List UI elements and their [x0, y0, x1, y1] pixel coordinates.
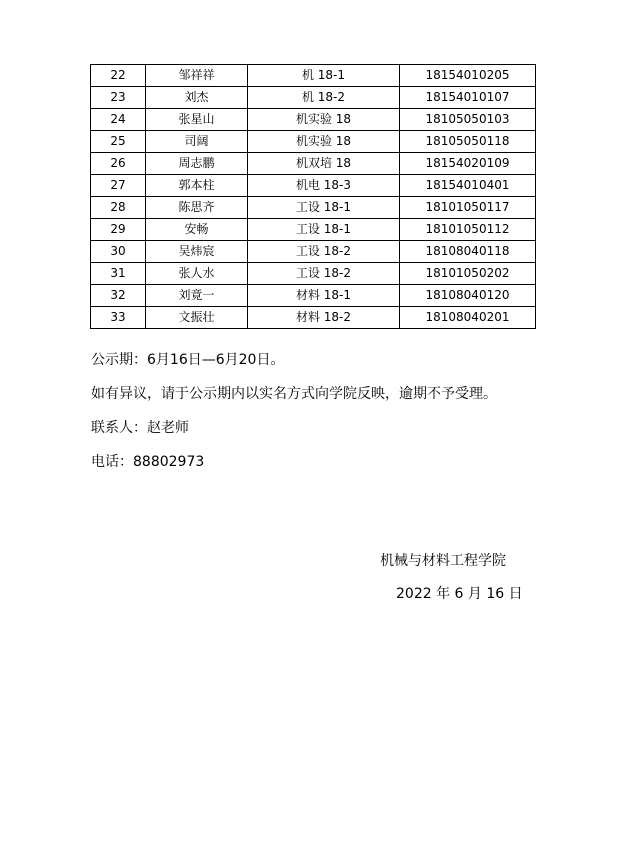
table-row: [91, 219, 536, 241]
notice-period: 公示期：6月16日—6月20日。: [91, 352, 285, 368]
row-number-cell: 22: [91, 65, 146, 87]
table-row: [91, 87, 536, 109]
student-name-cell: 陈思齐: [146, 197, 248, 219]
row-number-cell: 27: [91, 175, 146, 197]
student-id-cell: 18105050103: [400, 109, 536, 131]
student-name-cell: 安畅: [146, 219, 248, 241]
class-cell: 机双培 18: [248, 153, 400, 175]
student-roster-table: [90, 64, 536, 329]
row-number-cell: 24: [91, 109, 146, 131]
student-id-cell: 18101050112: [400, 219, 536, 241]
row-number-cell: 25: [91, 131, 146, 153]
row-number-cell: 29: [91, 219, 146, 241]
table-row: [91, 285, 536, 307]
row-number-cell: 33: [91, 307, 146, 329]
class-cell: 机电 18-3: [248, 175, 400, 197]
class-cell: 工设 18-2: [248, 263, 400, 285]
student-id-cell: 18101050117: [400, 197, 536, 219]
student-name-cell: 周志鹏: [146, 153, 248, 175]
row-number-cell: 30: [91, 241, 146, 263]
table-row: [91, 263, 536, 285]
class-cell: 工设 18-1: [248, 197, 400, 219]
table-row: [91, 241, 536, 263]
student-id-cell: 18108040201: [400, 307, 536, 329]
student-id-cell: 18105050118: [400, 131, 536, 153]
row-number-cell: 32: [91, 285, 146, 307]
objection-notice: 如有异议，请于公示期内以实名方式向学院反映，逾期不予受理。: [91, 386, 497, 402]
class-cell: 工设 18-1: [248, 219, 400, 241]
student-id-cell: 18101050202: [400, 263, 536, 285]
student-name-cell: 郭本柱: [146, 175, 248, 197]
student-name-cell: 刘竟一: [146, 285, 248, 307]
table-row: [91, 109, 536, 131]
class-cell: 材料 18-2: [248, 307, 400, 329]
class-cell: 工设 18-2: [248, 241, 400, 263]
signature-date: 2022 年 6 月 16 日: [396, 586, 523, 602]
student-id-cell: 18154020109: [400, 153, 536, 175]
student-name-cell: 刘杰: [146, 87, 248, 109]
student-name-cell: 邹祥祥: [146, 65, 248, 87]
class-cell: 材料 18-1: [248, 285, 400, 307]
student-name-cell: 文振壮: [146, 307, 248, 329]
student-id-cell: 18108040120: [400, 285, 536, 307]
student-name-cell: 司阔: [146, 131, 248, 153]
student-id-cell: 18154010401: [400, 175, 536, 197]
student-id-cell: 18154010107: [400, 87, 536, 109]
student-id-cell: 18108040118: [400, 241, 536, 263]
table-row: [91, 153, 536, 175]
row-number-cell: 23: [91, 87, 146, 109]
table-row: [91, 175, 536, 197]
student-name-cell: 张人水: [146, 263, 248, 285]
row-number-cell: 26: [91, 153, 146, 175]
table-row: [91, 65, 536, 87]
table-row: [91, 307, 536, 329]
row-number-cell: 31: [91, 263, 146, 285]
student-name-cell: 张星山: [146, 109, 248, 131]
signature-organization: 机械与材料工程学院: [380, 553, 506, 569]
class-cell: 机 18-2: [248, 87, 400, 109]
contact-phone: 电话：88802973: [91, 454, 205, 470]
class-cell: 机实验 18: [248, 109, 400, 131]
class-cell: 机 18-1: [248, 65, 400, 87]
contact-person: 联系人：赵老师: [91, 420, 189, 436]
roster-table-body: [91, 65, 536, 329]
student-name-cell: 吴炜宸: [146, 241, 248, 263]
table-row: [91, 197, 536, 219]
table-row: [91, 131, 536, 153]
student-id-cell: 18154010205: [400, 65, 536, 87]
class-cell: 机实验 18: [248, 131, 400, 153]
row-number-cell: 28: [91, 197, 146, 219]
